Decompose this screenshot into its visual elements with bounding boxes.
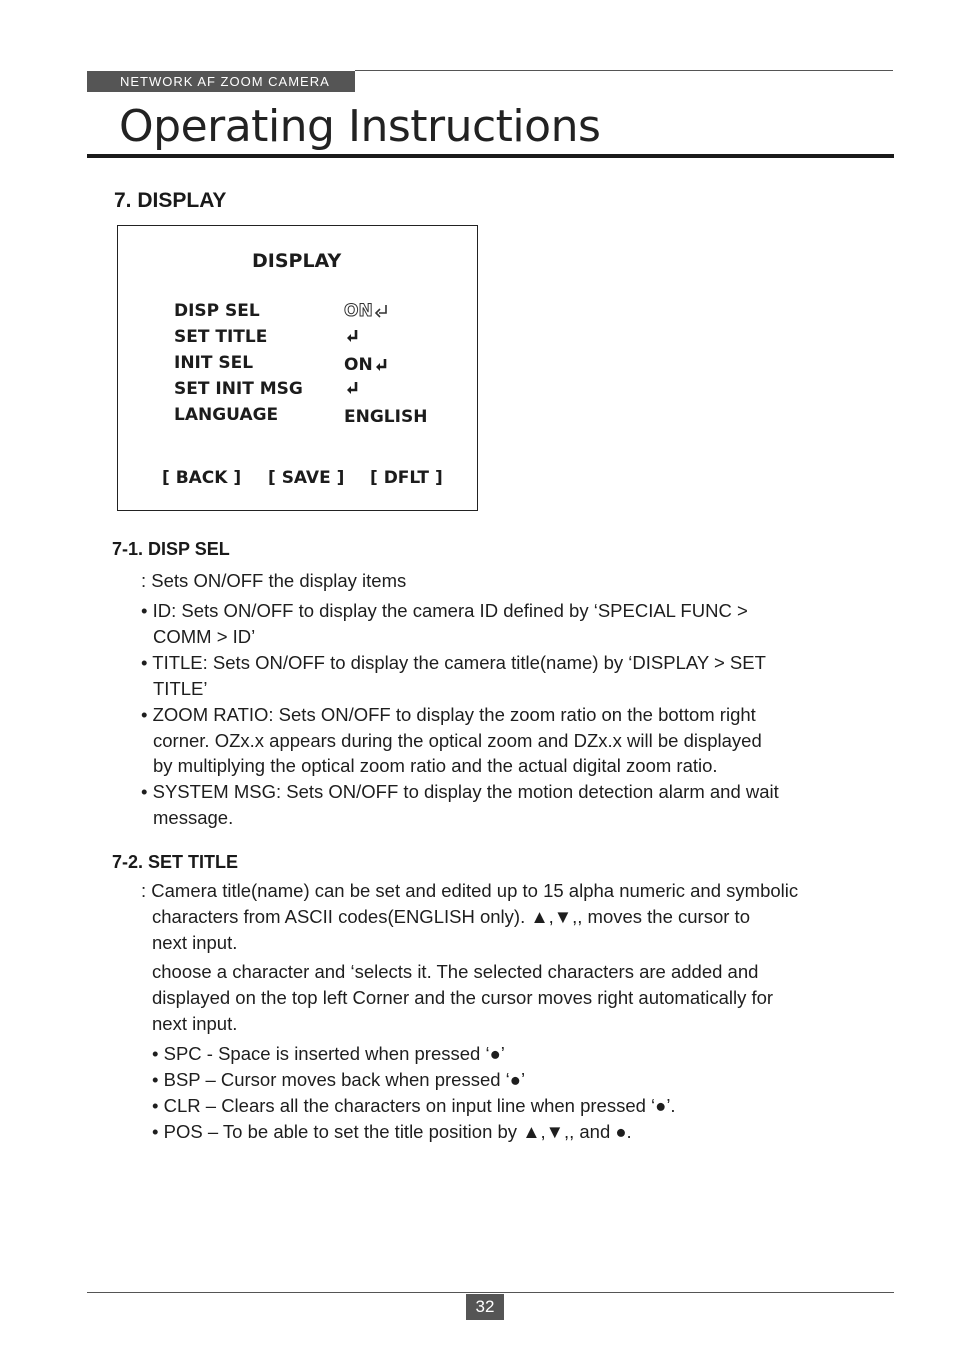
set-title-bullet: • BSP – Cursor moves back when pressed ‘●’ bbox=[152, 1069, 526, 1090]
disp-sel-line: TITLE’ bbox=[153, 678, 208, 699]
disp-sel-line: COMM > ID’ bbox=[153, 626, 256, 647]
disp-sel-line: • ZOOM RATIO: Sets ON/OFF to display the zoom ratio on the bottom right bbox=[141, 704, 756, 725]
set-title-para1-line: next input. bbox=[152, 932, 238, 953]
osd-label-set-init-msg: SET INIT MSG bbox=[174, 379, 303, 399]
header-tab-text: NETWORK AF ZOOM CAMERA bbox=[120, 74, 330, 89]
set-title-bullet: • SPC - Space is inserted when pressed ‘●’ bbox=[152, 1043, 505, 1064]
osd-value-set-title bbox=[344, 328, 361, 344]
set-title-para2-line: displayed on the top left Corner and the cursor moves right automatically for bbox=[152, 987, 774, 1008]
bottom-rule bbox=[87, 1292, 894, 1293]
disp-sel-intro: : Sets ON/OFF the display items bbox=[141, 570, 407, 591]
osd-label-disp-sel: DISP SEL bbox=[174, 301, 260, 321]
osd-dflt-button: [ DFLT ] bbox=[370, 468, 443, 488]
osd-label-language: LANGUAGE bbox=[174, 405, 279, 425]
set-title-para1-line: : Camera title(name) can be set and edited up to 15 alpha numeric and symbolic bbox=[141, 880, 799, 901]
section-heading: 7. DISPLAY bbox=[114, 189, 227, 212]
disp-sel-line: • TITLE: Sets ON/OFF to display the camera title(name) by ‘DISPLAY > SET bbox=[141, 652, 766, 673]
set-title-para2-line: next input. bbox=[152, 1013, 238, 1034]
enter-arrow-icon bbox=[345, 328, 361, 344]
top-rule bbox=[355, 70, 893, 71]
set-title-para1-line: characters from ASCII codes(ENGLISH only). ▲,▼,, moves the cursor to bbox=[152, 906, 750, 927]
set-title-para2-line: choose a character and ‘selects it. The selected characters are added and bbox=[152, 961, 759, 982]
enter-arrow-icon bbox=[374, 357, 390, 373]
enter-arrow-icon bbox=[374, 303, 390, 319]
osd-label-init-sel: INIT SEL bbox=[174, 353, 254, 373]
title-rule bbox=[87, 154, 894, 158]
disp-sel-line: corner. OZx.x appears during the optical zoom and DZx.x will be displayed bbox=[153, 730, 762, 751]
disp-sel-line: by multiplying the optical zoom ratio and the actual digital zoom ratio. bbox=[153, 755, 718, 776]
set-title-bullet: • POS – To be able to set the title position by ▲,▼,, and ●. bbox=[152, 1121, 632, 1142]
disp-sel-heading: 7-1. DISP SEL bbox=[112, 539, 230, 559]
set-title-bullet: • CLR – Clears all the characters on input line when pressed ‘●’. bbox=[152, 1095, 676, 1116]
set-title-heading: 7-2. SET TITLE bbox=[112, 852, 239, 872]
disp-sel-line: • SYSTEM MSG: Sets ON/OFF to display the motion detection alarm and wait bbox=[141, 781, 779, 802]
page-title: Operating Instructions bbox=[119, 101, 601, 152]
osd-value-init-sel bbox=[344, 354, 390, 376]
osd-back-button: [ BACK ] bbox=[162, 468, 242, 488]
osd-value-language: ENGLISH bbox=[344, 407, 428, 427]
osd-save-button: [ SAVE ] bbox=[268, 468, 345, 488]
osd-label-set-title: SET TITLE bbox=[174, 327, 268, 347]
osd-value-init-sel-text: ON bbox=[344, 355, 373, 375]
enter-arrow-icon bbox=[345, 380, 361, 396]
osd-value-set-init-msg bbox=[344, 380, 361, 396]
osd-value-disp-sel bbox=[344, 300, 390, 322]
disp-sel-line: message. bbox=[153, 807, 234, 828]
osd-value-disp-sel-text: ON bbox=[344, 301, 373, 321]
disp-sel-line: • ID: Sets ON/OFF to display the camera ID defined by ‘SPECIAL FUNC > bbox=[141, 600, 748, 621]
page-number: 32 bbox=[475, 1297, 495, 1316]
osd-menu-title: DISPLAY bbox=[252, 250, 342, 272]
